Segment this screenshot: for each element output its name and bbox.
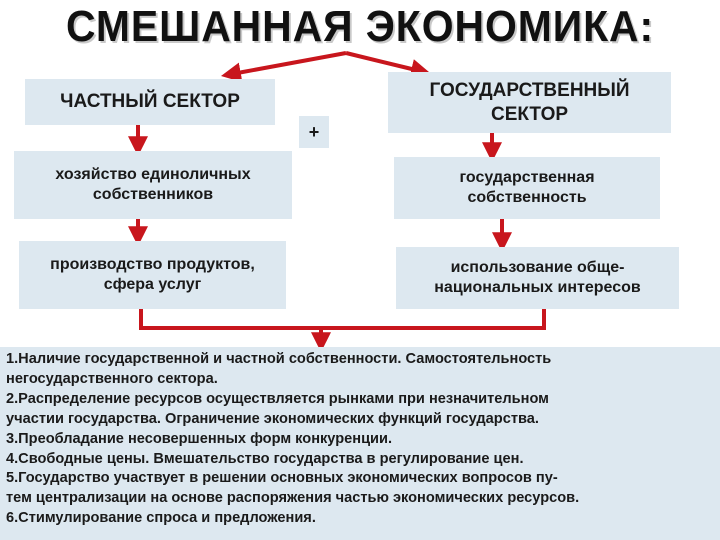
- feature-line: участии государства. Ограничение экономических функций государства.: [6, 410, 539, 427]
- feature-line: 1.Наличие государственной и частной собственности. Самостоятельность: [6, 351, 552, 367]
- feature-line: 6.Стимулирование спроса и предложения.: [6, 510, 316, 527]
- feature-line: 4.Свободные цены. Вмешательство государства в регулирование цен.: [6, 450, 524, 467]
- feature-line: 5.Государство участвует в решении основных экономических вопросов пу-: [6, 470, 558, 487]
- national-line1: использование обще-: [450, 259, 625, 276]
- private-sector-box: [25, 79, 275, 125]
- state-property-line1: государственная: [459, 169, 595, 186]
- feature-line: тем централизации на основе распоряжения частью экономических ресурсов.: [6, 490, 580, 507]
- state-sector-label-line2: СЕКТОР: [490, 103, 569, 125]
- production-box: [19, 241, 286, 309]
- bracket-to-features: [141, 309, 544, 328]
- arrow-title-to-state: [346, 53, 420, 71]
- sole-owners-line1: хозяйство единоличных: [55, 166, 251, 183]
- private-sector-label: ЧАСТНЫЙ СЕКТОР: [60, 91, 240, 113]
- feature-line: негосударственного сектора.: [6, 370, 218, 387]
- national-line2: национальных интересов: [434, 279, 641, 296]
- feature-line: 2.Распределение ресурсов осуществляется рынками при незначительном: [6, 390, 549, 407]
- sole-owners-line2: собственников: [92, 186, 214, 203]
- production-line1: производство продуктов,: [50, 256, 255, 273]
- page-title: СМЕШАННАЯ ЭКОНОМИКА:: [65, 2, 655, 51]
- sole-owners-box: [14, 151, 292, 219]
- feature-line: 3.Преобладание несовершенных форм конкуренции.: [6, 430, 393, 447]
- plus-sign: +: [308, 121, 320, 142]
- state-sector-label-line1: ГОСУДАРСТВЕННЫЙ: [429, 79, 630, 101]
- national-interests-box: [396, 247, 679, 309]
- production-line2: сфера услуг: [103, 276, 202, 293]
- state-property-line2: собственность: [467, 189, 587, 206]
- plus-box: [299, 116, 329, 148]
- state-property-box: [394, 157, 660, 219]
- features-list: [0, 347, 720, 540]
- arrow-title-to-private: [232, 53, 346, 74]
- state-sector-box: [388, 72, 671, 133]
